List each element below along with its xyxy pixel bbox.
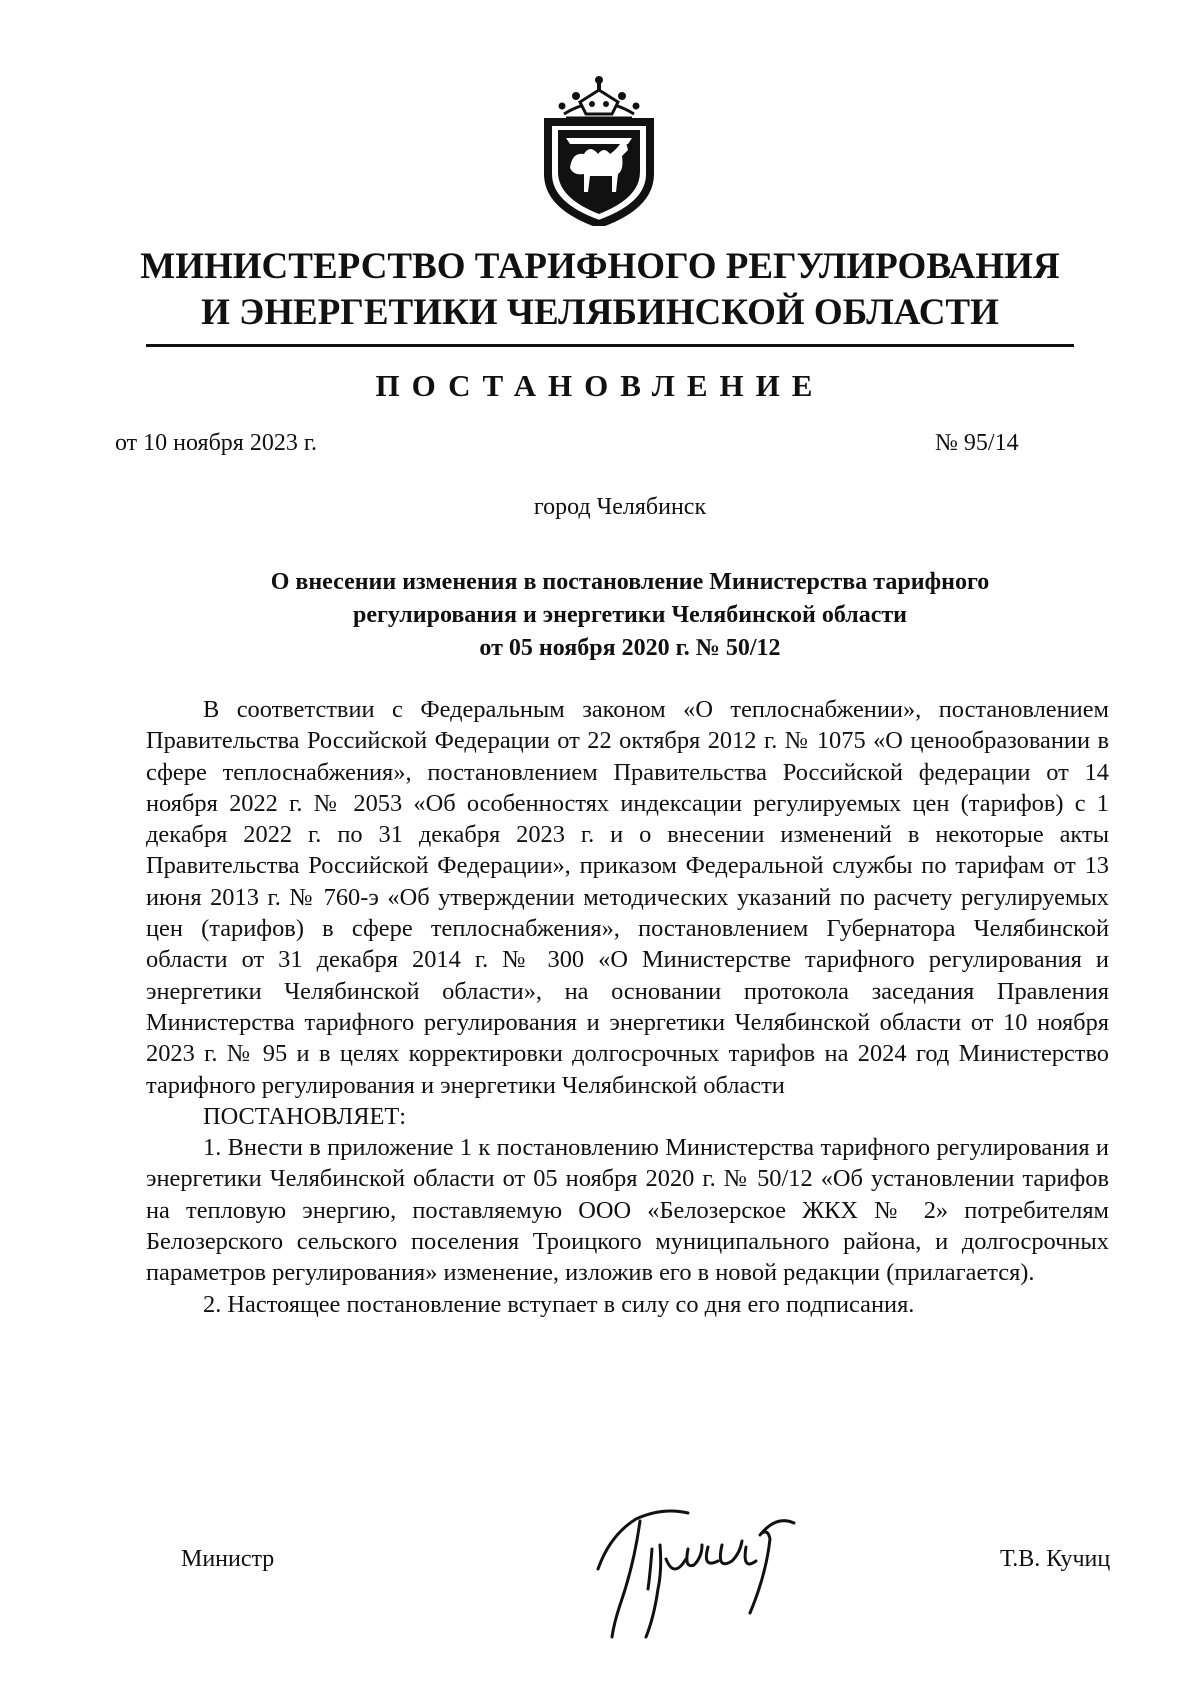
ministry-name-line-1: МИНИСТЕРСТВО ТАРИФНОГО РЕГУЛИРОВАНИЯ — [140, 246, 1060, 287]
header-divider — [146, 344, 1074, 347]
ministry-name-line-2: И ЭНЕРГЕТИКИ ЧЕЛЯБИНСКОЙ ОБЛАСТИ — [201, 292, 999, 333]
document-date: от 10 ноября 2023 г. — [115, 430, 317, 456]
subject-line-1: О внесении изменения в постановление Министерства тарифного — [270, 569, 990, 595]
document-number: № 95/14 — [935, 430, 1019, 456]
document-subject — [100, 566, 1160, 665]
signer-title: Министр — [181, 1546, 275, 1572]
preamble-paragraph: В соответствии с Федеральным законом «О теплоснабжении», постановлением Правительства Российской Федерации от 22 октября 2012 г. № 1075 «О ценообразовании в сфере теплоснабжения», постановлением Правительства Российской федерации от 14 ноября 2022 г. № 2053 «Об особенностях индексации регулируемых цен (тарифов) с 1 декабря 2022 г. по 31 декабря 2023 г. и о внесении изменений в некоторые акты Правительства Российской Федерации», приказом Федеральной службы по тарифам от 13 июня 2013 г. № 760-э «Об утверждении методических указаний по расчету регулируемых цен (тарифов) в сфере теплоснабжения», постановлением Губернатора Челябинской области от 31 декабря 2014 г. № 300 «О Министерстве тарифного регулирования и энергетики Челябинской области», на основании протокола заседания Правления Министерства тарифного регулирования и энергетики Челябинской области от 10 ноября 2023 г. № 95 и в целях корректировки долгосрочных тарифов на 2024 год Министерство тарифного регулирования и энергетики Челябинской области — [146, 696, 1109, 1099]
item-1-paragraph: 1. Внести в приложение 1 к постановлению Министерства тарифного регулирования и энергетики Челябинской области от 05 ноября 2020 г. № 50/12 «Об установлении тарифов на тепловую энергию, поставляемую ООО «Белозерское ЖКХ № 2» потребителям Белозерского сельского поселения Троицкого муниципального района, и долгосрочных параметров регулирования» изменение, изложив его в новой редакции (прилагается). — [146, 1134, 1109, 1287]
document-body — [146, 694, 1109, 1320]
decree-word: ПОСТАНОВЛЯЕТ: — [203, 1102, 407, 1130]
document-type: ПОСТАНОВЛЕНИЕ — [375, 368, 825, 403]
subject-line-2: регулирования и энергетики Челябинской области — [353, 602, 907, 628]
item-2-paragraph: 2. Настоящее постановление вступает в силу со дня его подписания. — [203, 1290, 915, 1318]
signer-name: Т.В. Кучиц — [1000, 1546, 1111, 1572]
ministry-name — [100, 244, 1100, 336]
subject-line-3: от 05 ноября 2020 г. № 50/12 — [479, 635, 781, 661]
handwritten-signature-icon — [590, 1505, 820, 1640]
chelyabinsk-coat-of-arms-icon — [536, 74, 662, 226]
document-city: город Челябинск — [533, 494, 707, 520]
